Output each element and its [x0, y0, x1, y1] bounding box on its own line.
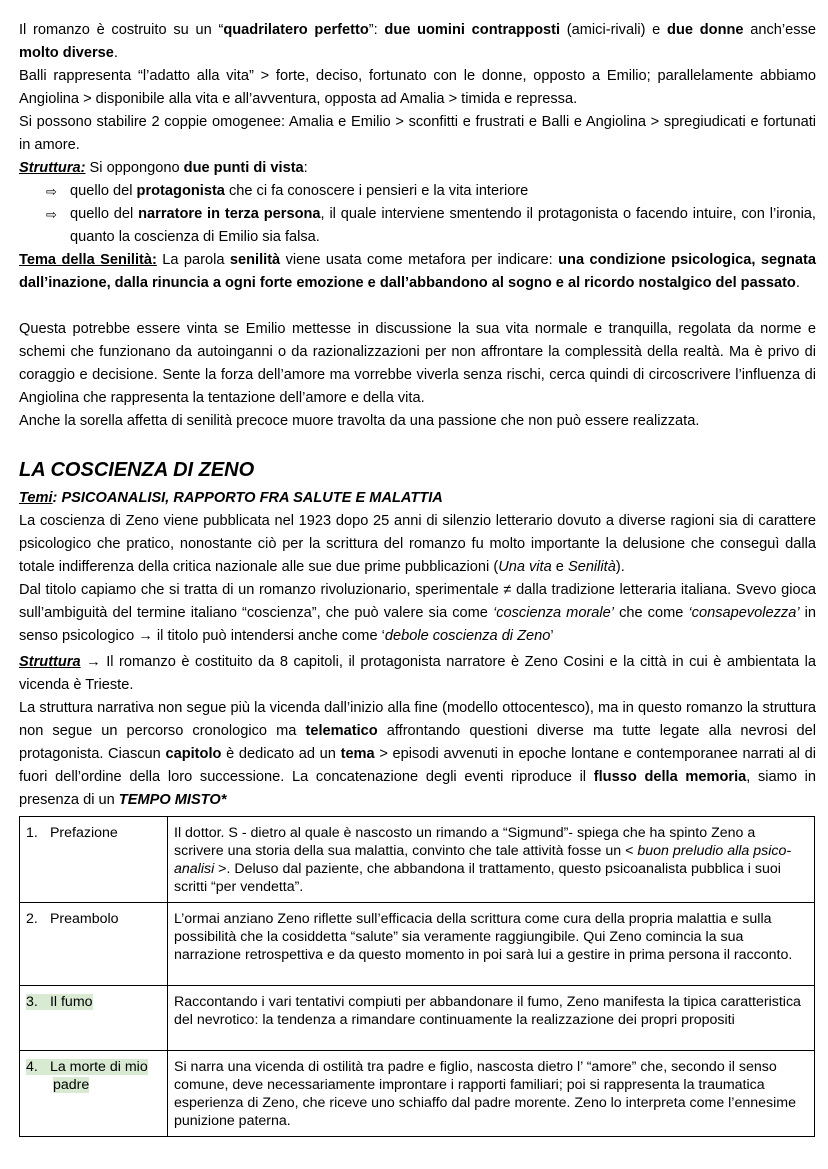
zeno-paragraph-2: Dal titolo capiamo che si tratta di un romanzo rivoluzionario, sperimentale ≠ dalla tradizione letteraria italiana. Svevo gioca sull’ambiguità del termine italiano “coscienza”, che può valere sia come ‘coscienza morale’ che come ‘consapevolezza’ in senso psicologico → il titolo può intendersi anche come ‘debole coscienza di Zeno’ [19, 582, 816, 644]
chapter-name-cell: 2. Preambolo [20, 903, 168, 986]
tema-senilita-paragraph: Tema della Senilità: La parola senilità viene usata come metafora per indicare: una condizione psicologica, segnata dall’inazione, dalla rinuncia a ogni forte emozione e dall’abbandono al sogno e al ricordo nostalgico del passato. [19, 252, 817, 291]
tema-paragraph-2: Questa potrebbe essere vinta se Emilio mettesse in discussione la sua vita normale e tranquilla, regolata da norme e schemi che funzionano da autoinganni o da razionalizzazioni per non affrontare la complessità della realtà. Ma è privo di coraggio e decisione. Sente la forza dell’amore ma vorrebbe viverla senza rischi, cerca quindi di circoscrivere l’influenza di Angiolina che rappresenta la tentazione dell’amore e della vita. [19, 321, 816, 406]
chapter-name-cell: 3. Il fumo [20, 986, 168, 1051]
tema-paragraph-3: Anche la sorella affetta di senilità precoce muore travolta da una passione che non può essere realizzata. [19, 413, 700, 429]
outline-right-arrow-icon: ⇨ [46, 207, 57, 222]
tema-label: Tema della Senilità: [19, 252, 157, 268]
struttura-label: Struttura: [19, 160, 86, 176]
zeno-struttura-paragraph: Struttura → Il romanzo è costituito da 8 capitoli, il protagonista narratore è Zeno Cosini e la città in cui è ambientata la vicenda è Trieste. [19, 654, 816, 693]
section-title: LA COSCIENZA DI ZENO [19, 459, 255, 481]
chapter-name-cell: 1. Prefazione [20, 817, 168, 903]
table-row [20, 903, 815, 986]
temi-label: Temi [19, 490, 53, 506]
chapter-desc-cell: L’ormai anziano Zeno riflette sull’efficacia della scrittura come cura della propria malattia e sulla possibilità che la cosiddetta “salute” sia veramente raggiungibile. Qui Zeno comincia la sua narrazione retrospettiva e da questo momento in poi sarà lui a gestire in prima persona il racconto. [168, 903, 815, 986]
intro-paragraph-2: Balli rappresenta “l’adatto alla vita” > forte, deciso, fortunato con le donne, opposto a Emilio; parallelamente abbiamo Angiolina > disponibile alla vita e all’avventura, opposta ad Amalia > timida e repressa. [19, 68, 816, 107]
chapters-table [19, 816, 815, 1137]
zeno-struttura-label: Struttura [19, 654, 81, 670]
intro-paragraph-1: Il romanzo è costruito su un “quadrilatero perfetto”: due uomini contrapposti (amici-rivali) e due donne anch’esse molto diverse. [19, 22, 816, 61]
chapter-desc-cell: Si narra una vicenda di ostilità tra padre e figlio, nascosta dietro l’ “amore” che, secondo il senso comune, deve necessariamente improntare i rapporti familiari; poi si rappresenta la traumatica esperienza di Zeno, che riceve uno schiaffo dal padre morente. Zeno lo interpreta come l’ennesime punizione paterna. [168, 1051, 815, 1137]
outline-right-arrow-icon: ⇨ [46, 184, 57, 199]
zeno-paragraph-1: La coscienza di Zeno viene pubblicata nel 1923 dopo 25 anni di silenzio letterario dovuto a diverse ragioni sia di carattere psicologico che pratico, nonostante ciò per la scrittura del romanzo fu molto importante la delusione che conseguì dalla totale indifferenza della critica nazionale alle sue due prime pubblicazioni (Una vita e Senilità). [19, 513, 816, 575]
punti-di-vista-list [46, 180, 816, 249]
intro-paragraph-3: Si possono stabilire 2 coppie omogenee: Amalia e Emilio > sconfitti e frustrati e Balli e Angiolina > spregiudicati e fortunati in amore. [19, 114, 816, 153]
struttura-heading-line: Struttura: Si oppongono due punti di vista: [19, 160, 308, 176]
list-item: ⇨ quello del narratore in terza persona, il quale interviene smentendo il protagonista o facendo intuire, con l’ironia, quanto la coscienza di Emilio sia falsa. [46, 203, 816, 249]
chapter-desc-cell: Raccontando i vari tentativi compiuti per abbandonare il fumo, Zeno manifesta la tipica caratteristica del nevrotico: la tendenza a rimandare continuamente la realizzazione dei propri propositi [168, 986, 815, 1051]
zeno-paragraph-3: La struttura narrativa non segue più la vicenda dall’inizio alla fine (modello ottocentesco), ma in questo romanzo la struttura non segue un percorso cronologico ma telematico affrontando questioni diverse ma tutte legate alla nevrosi del protagonista. Ciascun capitolo è dedicato ad un tema > episodi avvenuti in epoche lontane e contemporanee narrati al di fuori dell’ordine della loro successione. La concatenazione degli eventi riproduce il flusso della memoria, siamo in presenza di un TEMPO MISTO* [19, 700, 816, 808]
temi-line: Temi: PSICOANALISI, RAPPORTO FRA SALUTE E MALATTIA [19, 490, 443, 506]
list-item: ⇨ quello del protagonista che ci fa conoscere i pensieri e la vita interiore [46, 180, 816, 203]
chapter-name-cell: 4. La morte di mio padre [20, 1051, 168, 1137]
table-row [20, 986, 815, 1051]
table-row [20, 817, 815, 903]
table-row [20, 1051, 815, 1137]
chapter-desc-cell: Il dottor. S - dietro al quale è nascosto un rimando a “Sigmund”- spiega che ha spinto Zeno a scrivere una storia della sua malattia, convinto che tale attività fosse un < buon preludio alla psico-analisi >. Deluso dal paziente, che abbandona il trattamento, questo psicoanalista pubblica i suoi scritti “per vendetta”. [168, 817, 815, 903]
